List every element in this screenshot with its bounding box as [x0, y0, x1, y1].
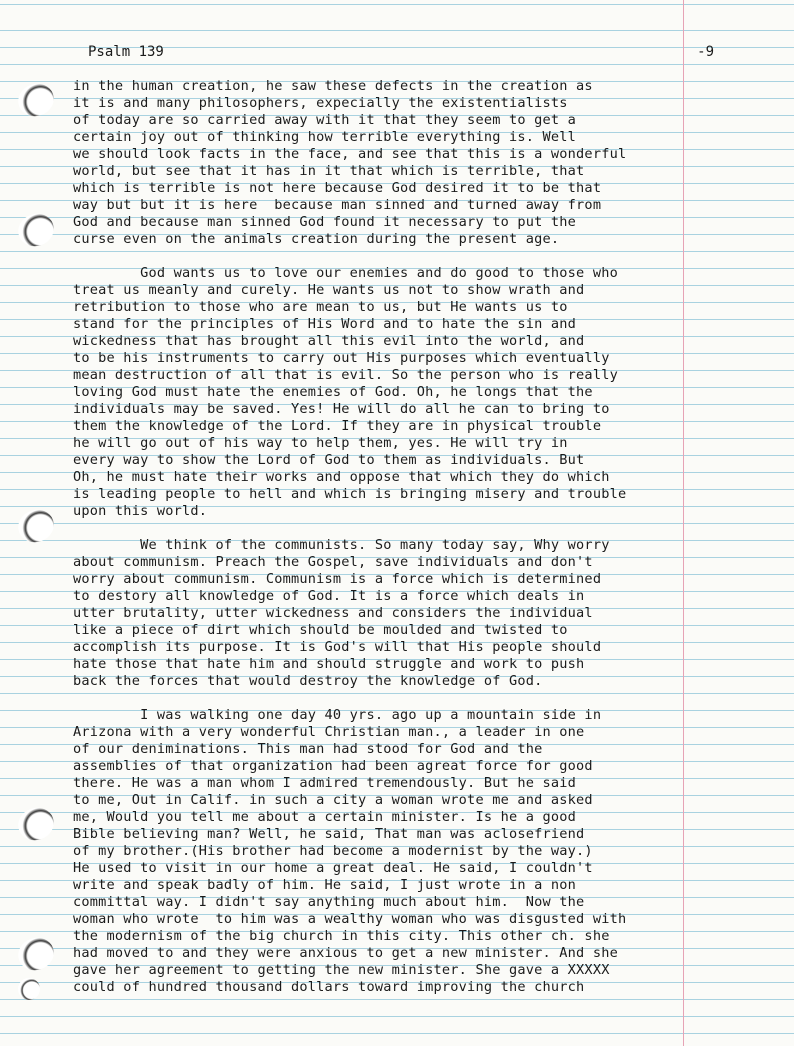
typed-body — [73, 78, 763, 1013]
binder-hole-icon — [14, 79, 59, 121]
text-line: curse even on the animals creation during the present age. — [73, 231, 560, 247]
text-line: to destory all knowledge of God. It is a force which deals in — [73, 588, 585, 604]
text-line: of our deniminations. This man had stood for God and the — [73, 741, 543, 757]
text-line: about communism. Preach the Gospel, save individuals and don't — [73, 554, 593, 570]
text-line: God wants us to love our enemies and do good to those who — [73, 265, 618, 281]
text-line: We think of the communists. So many today say, Why worry — [73, 537, 610, 553]
paragraph — [73, 265, 763, 520]
binder-hole-icon — [14, 803, 59, 845]
text-line: He used to visit in our home a great deal. He said, I couldn't — [73, 860, 593, 876]
text-line: world, but see that it has in it that which is terrible, that — [73, 163, 585, 179]
text-line: he will go out of his way to help them, yes. He will try in — [73, 435, 568, 451]
binder-hole-icon — [14, 505, 59, 547]
text-line: Arizona with a very wonderful Christian man., a leader in one — [73, 724, 585, 740]
text-line: retribution to those who are mean to us, but He wants us to — [73, 299, 568, 315]
text-line: loving God must hate the enemies of God. Oh, he longs that the — [73, 384, 593, 400]
text-line: treat us meanly and curely. He wants us not to show wrath and — [73, 282, 585, 298]
text-line: which is terrible is not here because God desired it to be that — [73, 180, 602, 196]
text-line: Bible believing man? Well, he said, That man was aclosefriend — [73, 826, 585, 842]
text-line: like a piece of dirt which should be moulded and twisted to — [73, 622, 568, 638]
text-line: is leading people to hell and which is bringing misery and trouble — [73, 486, 627, 502]
binder-hole-icon — [14, 933, 59, 975]
paragraph — [73, 537, 763, 690]
text-line: it is and many philosophers, expecially the existentialists — [73, 95, 568, 111]
text-line: to me, Out in Calif. in such a city a woman wrote me and asked — [73, 792, 593, 808]
page-number: -9 — [697, 44, 714, 60]
paragraph — [73, 78, 763, 248]
text-line: committal way. I didn't say anything much about him. Now the — [73, 894, 585, 910]
text-line: write and speak badly of him. He said, I just wrote in a non — [73, 877, 577, 893]
text-line: upon this world. — [73, 503, 208, 519]
text-line: every way to show the Lord of God to them as individuals. But — [73, 452, 585, 468]
text-line: them the knowledge of the Lord. If they are in physical trouble — [73, 418, 602, 434]
page-header — [88, 42, 714, 62]
text-line: God and because man sinned God found it necessary to put the — [73, 214, 577, 230]
text-line: gave her agreement to getting the new minister. She gave a XXXXX — [73, 962, 610, 978]
text-line: individuals may be saved. Yes! He will do all he can to bring to — [73, 401, 610, 417]
text-line: hate those that hate him and should struggle and work to push — [73, 656, 585, 672]
text-line: wickedness that has brought all this evil into the world, and — [73, 333, 585, 349]
text-line: we should look facts in the face, and see that this is a wonderful — [73, 146, 627, 162]
text-line: mean destruction of all that is evil. So the person who is really — [73, 367, 618, 383]
binder-hole-icon — [15, 975, 43, 1003]
text-line: I was walking one day 40 yrs. ago up a mountain side in — [73, 707, 602, 723]
text-line: certain joy out of thinking how terrible everything is. Well — [73, 129, 577, 145]
text-line: way but but it is here because man sinned and turned away from — [73, 197, 602, 213]
text-line: assemblies of that organization had been agreat force for good — [73, 758, 593, 774]
text-line: to be his instruments to carry out His purposes which eventually — [73, 350, 610, 366]
page-title: Psalm 139 — [88, 44, 164, 60]
text-line: of my brother.(His brother had become a modernist by the way.) — [73, 843, 593, 859]
paragraph — [73, 707, 763, 996]
text-line: utter brutality, utter wickedness and considers the individual — [73, 605, 593, 621]
text-line: accomplish its purpose. It is God's will that His people should — [73, 639, 602, 655]
text-line: stand for the principles of His Word and to hate the sin and — [73, 316, 577, 332]
text-line: in the human creation, he saw these defects in the creation as — [73, 78, 593, 94]
text-line: me, Would you tell me about a certain minister. Is he a good — [73, 809, 577, 825]
text-line: Oh, he must hate their works and oppose that which they do which — [73, 469, 610, 485]
text-line: back the forces that would destroy the knowledge of God. — [73, 673, 543, 689]
text-line: the modernism of the big church in this city. This other ch. she — [73, 928, 610, 944]
binder-hole-icon — [14, 209, 59, 251]
text-line: woman who wrote to him was a wealthy woman who was disgusted with — [73, 911, 627, 927]
text-line: there. He was a man whom I admired tremendously. But he said — [73, 775, 577, 791]
text-line: had moved to and they were anxious to get a new minister. And she — [73, 945, 618, 961]
text-line: could of hundred thousand dollars toward improving the church — [73, 979, 585, 995]
text-line: of today are so carried away with it that they seem to get a — [73, 112, 577, 128]
text-line: worry about communism. Communism is a force which is determined — [73, 571, 602, 587]
